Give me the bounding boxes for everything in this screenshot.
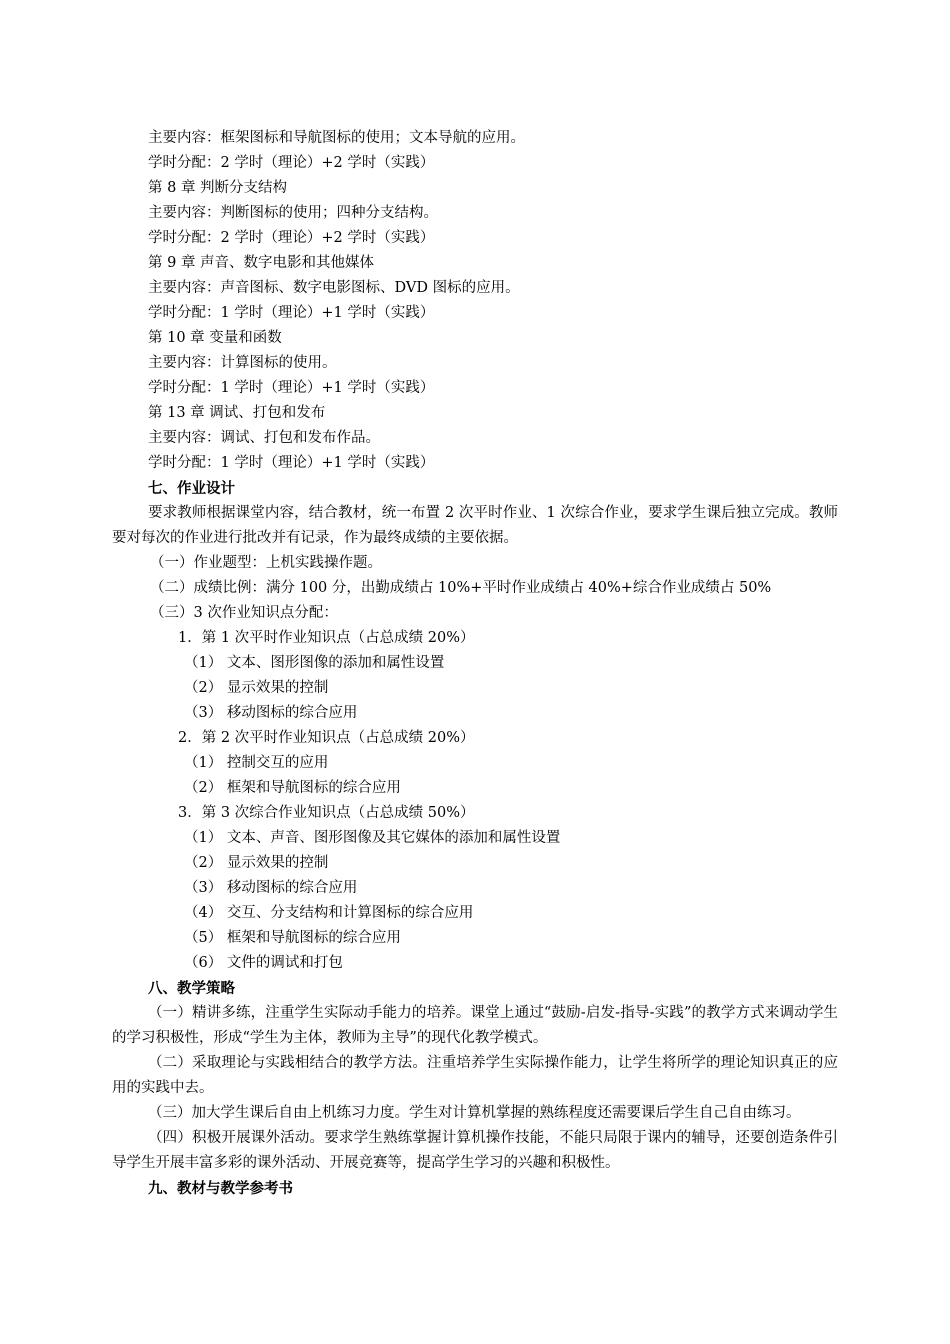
section-paragraph: （四）积极开展课外活动。要求学生熟练掌握计算机操作技能，不能只局限于课内的辅导，还要创造条件引导学生开展丰富多彩的课外活动、开展竞赛等，提高学生学习的兴趣和积极性。 — [112, 1130, 838, 1171]
chapter-hours: 学时分配：2 学时（理论）+2 学时（实践） — [148, 155, 435, 171]
section-paragraph: 要求教师根据课堂内容，结合教材，统一布置 2 次平时作业、1 次综合作业，要求学生课后独立完成。教师要对每次的作业进行批改并有记录，作为最终成绩的主要依据。 — [112, 505, 838, 546]
chapter-hours: 学时分配：1 学时（理论）+1 学时（实践） — [148, 305, 435, 321]
document-body — [112, 126, 838, 1201]
knowledge-point: （1） 控制交互的应用 — [184, 755, 329, 771]
chapter-title: 第 13 章 调试、打包和发布 — [148, 405, 326, 421]
section-heading: 七、作业设计 — [148, 480, 235, 497]
chapter-title: 第 10 章 变量和函数 — [148, 330, 282, 346]
knowledge-point: （6） 文件的调试和打包 — [184, 955, 343, 971]
chapter-hours: 学时分配：2 学时（理论）+2 学时（实践） — [148, 230, 435, 246]
chapter-content: 主要内容：判断图标的使用；四种分支结构。 — [148, 205, 438, 221]
chapter-title: 第 9 章 声音、数字电影和其他媒体 — [148, 255, 375, 271]
chapter-content: 主要内容：框架图标和导航图标的使用；文本导航的应用。 — [148, 130, 525, 146]
section-heading: 八、教学策略 — [148, 980, 235, 997]
assignment-item: （一）作业题型：上机实践操作题。 — [150, 555, 382, 571]
assignment-item: （三）3 次作业知识点分配： — [150, 605, 338, 621]
knowledge-point: （5） 框架和导航图标的综合应用 — [184, 930, 401, 946]
assignment-title: 2．第 2 次平时作业知识点（占总成绩 20%） — [178, 730, 475, 746]
knowledge-point: （1） 文本、图形图像的添加和属性设置 — [184, 655, 445, 671]
assignment-item: （二）成绩比例：满分 100 分，出勤成绩占 10%+平时作业成绩占 40%+综合作业成绩占 50% — [150, 580, 772, 596]
chapter-content: 主要内容：计算图标的使用。 — [148, 355, 337, 371]
chapter-content: 主要内容：声音图标、数字电影图标、DVD 图标的应用。 — [148, 280, 520, 296]
assignment-title: 1．第 1 次平时作业知识点（占总成绩 20%） — [178, 630, 475, 646]
section-paragraph: （一）精讲多练，注重学生实际动手能力的培养。课堂上通过“鼓励-启发-指导-实践”的教学方式来调动学生的学习积极性，形成“学生为主体，教师为主导”的现代化教学模式。 — [112, 1005, 838, 1046]
knowledge-point: （2） 显示效果的控制 — [184, 855, 329, 871]
assignment-title: 3．第 3 次综合作业知识点（占总成绩 50%） — [178, 805, 475, 821]
knowledge-point: （2） 显示效果的控制 — [184, 680, 329, 696]
section-paragraph: （二）采取理论与实践相结合的教学方法。注重培养学生实际操作能力，让学生将所学的理论知识真正的应用的实践中去。 — [112, 1055, 838, 1096]
chapter-title: 第 8 章 判断分支结构 — [148, 180, 288, 196]
knowledge-point: （3） 移动图标的综合应用 — [184, 880, 358, 896]
section-heading: 九、教材与教学参考书 — [148, 1180, 293, 1197]
chapter-hours: 学时分配：1 学时（理论）+1 学时（实践） — [148, 380, 435, 396]
section-paragraph: （三）加大学生课后自由上机练习力度。学生对计算机掌握的熟练程度还需要课后学生自己自由练习。 — [148, 1105, 801, 1121]
chapter-hours: 学时分配：1 学时（理论）+1 学时（实践） — [148, 455, 435, 471]
chapter-content: 主要内容：调试、打包和发布作品。 — [148, 430, 380, 446]
knowledge-point: （2） 框架和导航图标的综合应用 — [184, 780, 401, 796]
knowledge-point: （4） 交互、分支结构和计算图标的综合应用 — [184, 905, 474, 921]
knowledge-point: （3） 移动图标的综合应用 — [184, 705, 358, 721]
knowledge-point: （1） 文本、声音、图形图像及其它媒体的添加和属性设置 — [184, 830, 561, 846]
